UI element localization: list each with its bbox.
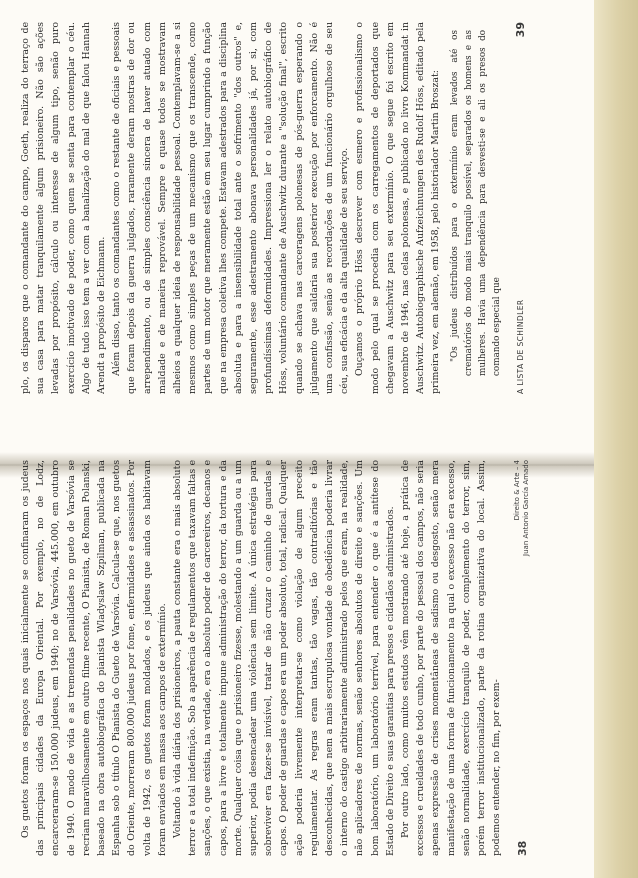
paragraph: Por outro lado, como muitos estudos vêm mostrando até hoje, a prática de excessos e crueldades de todo cunho, por parte do pessoal dos campos, não seria apenas expressão de crises momentâneas de sadismo ou desgosto, senão mera manifestação de uma forma de funcionamento na qual o excesso não era excesso, senão normalidade, exercício tranquilo de poder, complemento do terror, sim, porém terror institucionalizado, parte da rotina organizativa do local. Assim, podemos entender, no fim, por exem-	[400, 460, 503, 856]
paragraph: Além disso, tanto os comandantes como o restante de oficiais e pessoais que foram depois da guerra julgados, raramente deram mostras de dor ou arrependimento, ou de simples consciência sincera de haver atuado com maldade e de maneira reprovável. Sempre e quase todos se mostravam alheios a qualquer ideia de responsabilidade pessoal. Contemplavam-se a si mesmos como simples peças de um mecanismo que os transcende, como partes de um motor que meramente estão em seu lugar cumprindo a função que na empresa coletiva lhes compete. Estavam adestrados para a disciplina absoluta e para a insensibilidade total ante o sofrimento "dos outros" e, seguramente, esse adestramento abonava personalidades já, por si, com profundíssimas deformidades. Impressiona ler o relato autobiográfico de Höss, voluntário comandante de Auschwitz durante a "solução final", escrito quando se achava nas carceragens polonesas de pós-guerra esperando o julgamento que saldaria sua posterior execução por enforcamento. Não é uma confissão, senão as recordações de um funcionário orgulhoso de seu céu, sua eficácia e da alta qualidade de seu serviço.	[111, 22, 351, 394]
left-page-footer	[513, 460, 531, 856]
left-page	[0, 438, 594, 878]
page-number: 38	[516, 840, 530, 856]
scan-edge-margin	[594, 0, 638, 878]
right-page	[0, 0, 594, 416]
journal-credit	[513, 460, 531, 556]
paragraph: Voltando à vida diária dos prisioneiros, a pauta constante era o mais absoluto terror e a total indefinição. Sob a aparência de regulamentos que taxavam faltas e sanções, o que existia, na verdade, era o absoluto poder de carcereiros, decanos e capos, para a livre e totalmente impune administração do terror, da tortura e da morte. Qualquer coisa que o prisioneiro fizesse, molestando a um guarda ou a um superior, podia desencadear uma violência sem limite. A única estratégia para sobreviver era fazer-se invisível, tratar de não cruzar o caminho de guardas e capos. O poder de guardas e capos era um poder absoluto, total, radical. Qualquer ação poderia livremente interpretar-se como violação de algum preceito regulamentar. As regras eram tantas, tão vagas, tão contraditórias e tão desconhecidas, que nem a mais escrupulosa vontade de obediência poderia livrar o interno do castigo arbitrariamente administrado pelos que eram, na realidade, não aplicadores de normas, senão senhores absolutos de direito e sanções. Um bom laboratório, um laboratório terrível, para entender o que é a antítese do Estado de Direito e suas garantias para presos e cidadãos administrados.	[172, 460, 396, 856]
running-title: A LISTA DE SCHINDLER	[515, 299, 525, 394]
author-name: Juan Antonio García Amado	[521, 460, 530, 556]
paragraph: Ouçamos o próprio Höss descrever com esmero e profissionalismo o modo pelo qual se procedia com os carregamentos de deportados que chegavam a Auschwitz para seu extermínio. O que segue foi escrito em novembro de 1946, nas celas polonesas, e publicado no livro Kommandat in Auschwitz. Autobiographische Aufzeichnungen des Rudolf Höss, editado pela primeira vez, em alemão, em 1958, pelo historiador Martin Broszat:	[354, 22, 442, 394]
page-number: 39	[513, 22, 527, 38]
right-page-footer	[513, 22, 528, 394]
paragraph: Os guetos foram os espaços nos quais inicialmente se confinaram os judeus das principais cidades da Europa Oriental. Por exemplo, no de Lodz, encarceraram-se 150.000 judeus, em 1940; no de Varsóvia, 445.000, em outubro de 1940. O modo de vida e as tremendas penalidades no gueto de Varsóvia se recriam maravilhosamente em outro filme recente, O Pianista, de Roman Polanski, baseado na obra autobiográfica do pianista Wladyslaw Szpilman, publicada na Espanha sob o título O Pianista do Gueto de Varsóvia. Calcula-se que, nos guetos do Oriente, morreram 800.000 judeus por fome, enfermidades e assassinatos. Por volta de 1942, os guetos foram moldados, e os judeus que ainda os habitavam foram enviados em massa aos campos de extermínio.	[20, 460, 168, 856]
paragraph: plo, os disparos que o comandante do campo, Goeth, realiza do terraço de sua casa para matar tranquilamente algum prisioneiro. Não são ações levadas por propósito, cálculo ou interesse de algum tipo, senão puro exercício imotivado de poder, como quem se senta para contemplar o céu. Algo de tudo isso tem a ver com a banalização do mal de que falou Hannah Arendt a propósito de Eichmann.	[20, 22, 108, 394]
block-quote: "Os judeus distribuídos para o extermínio eram levados até os crematórios do modo mais tranquilo possível, separados os homens e as mulheres. Havia uma dependência para desvesti-se e ali os presos do comando especial que	[449, 30, 503, 376]
journal-title: Direito & Arte – 4	[512, 460, 521, 521]
